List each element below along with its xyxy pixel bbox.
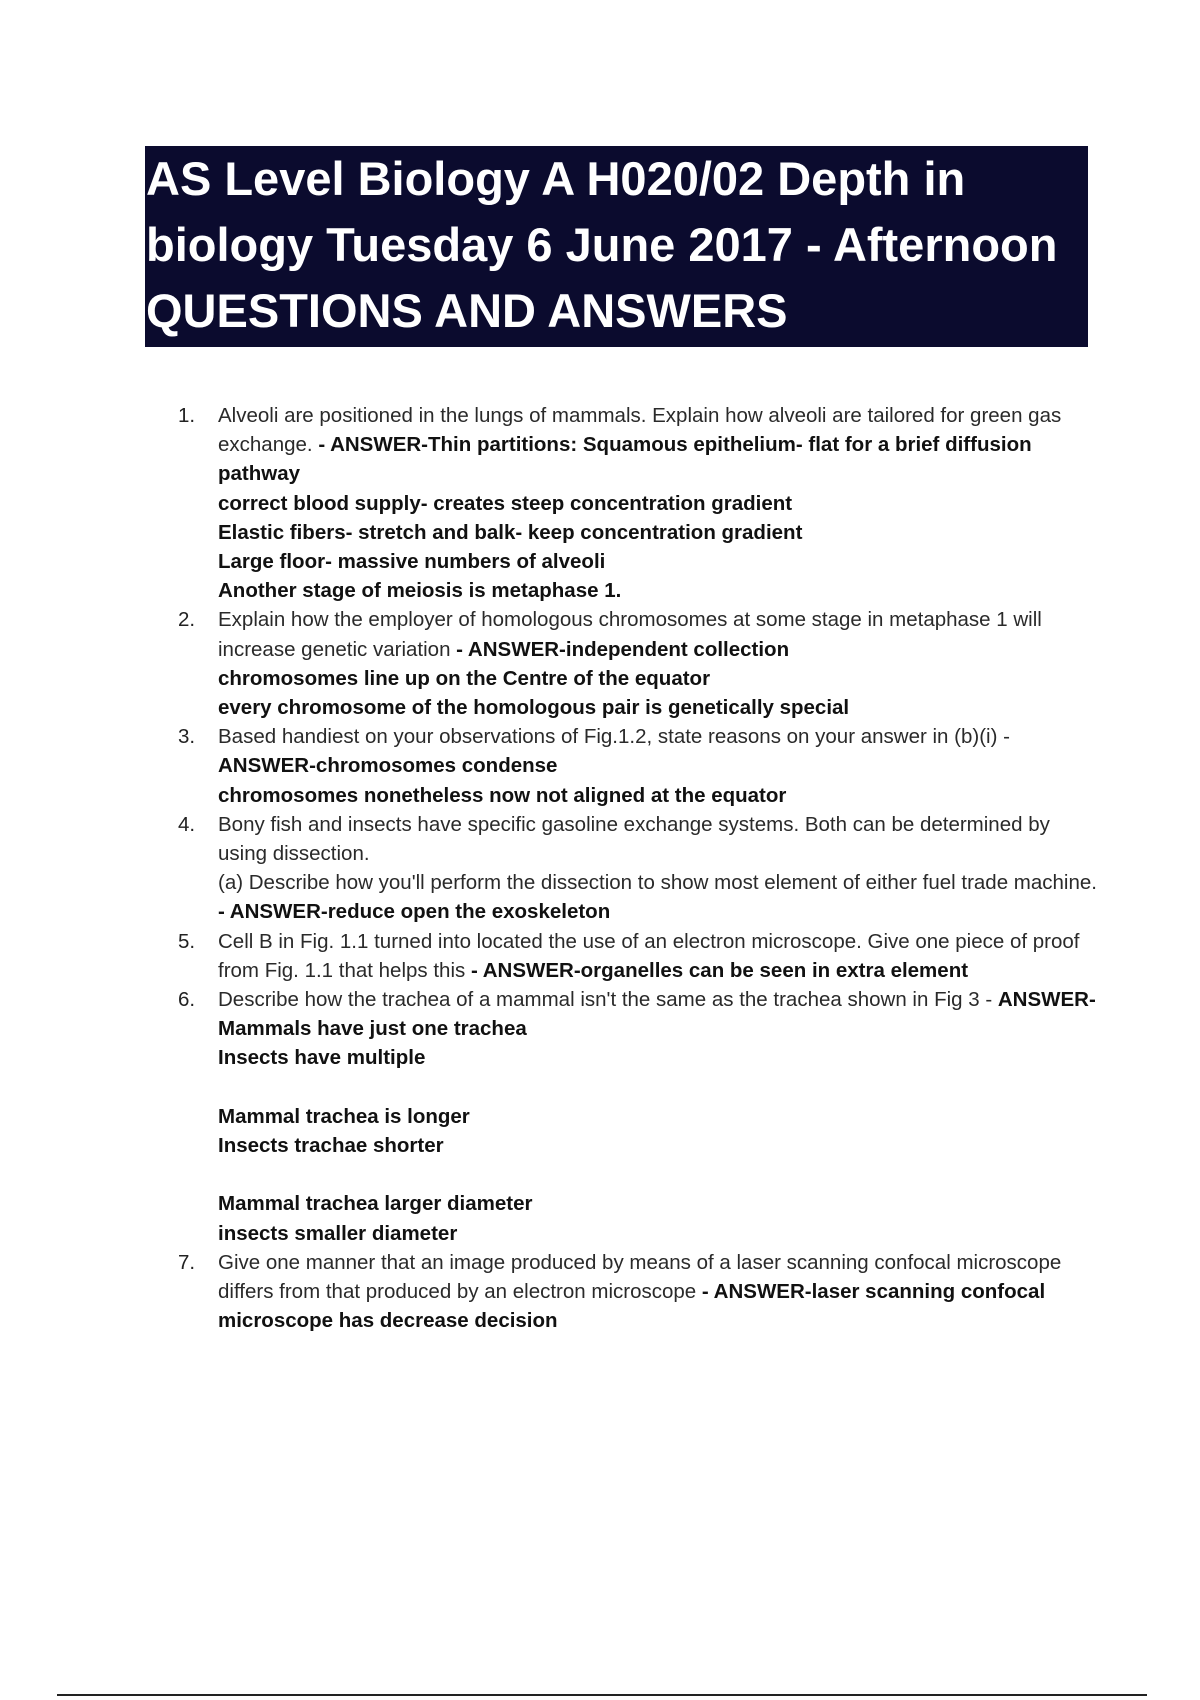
question-number: 2. bbox=[178, 608, 196, 632]
question-subpart-text: (a) Describe how you'll perform the dissection to show most element of either fuel trade machine. bbox=[218, 871, 1097, 895]
question-number: 1. bbox=[178, 404, 196, 427]
question-text: Bony fish and insects have specific gasoline exchange systems. Both can be determined by using dissection. bbox=[218, 812, 1050, 866]
question-body bbox=[218, 927, 1098, 985]
questions-list bbox=[178, 401, 1098, 1335]
question-item-3 bbox=[178, 722, 1098, 810]
answer-text: - ANSWER-Thin partitions: Squamous epithelium- flat for a brief diffusion pathway bbox=[218, 433, 1032, 486]
question-text: Explain how the employer of homologous chromosomes at some stage in metaphase 1 will increase genetic variation bbox=[218, 608, 1042, 661]
answer-line: Another stage of meiosis is metaphase 1. bbox=[218, 579, 622, 603]
question-number: 4. bbox=[178, 812, 196, 836]
answer-line: Insects trachae shorter bbox=[218, 1134, 444, 1158]
question-item-2 bbox=[178, 605, 1098, 722]
question-text: Cell B in Fig. 1.1 turned into located the use of an electron microscope. Give one piece of proof from Fig. 1.1 that helps this bbox=[218, 929, 1080, 982]
document-title-banner bbox=[145, 146, 1088, 347]
answer-line: every chromosome of the homologous pair is genetically special bbox=[218, 696, 850, 720]
question-text: Give one manner that an image produced by means of a laser scanning confocal microscope differs from that produced by an electron microscope bbox=[218, 1250, 1062, 1304]
document-title: AS Level Biology A H020/02 Depth in biology Tuesday 6 June 2017 - Afternoon QUESTIONS AND ANSWERS bbox=[146, 152, 1058, 337]
question-text: Based handiest on your observations of Fig.1.2, state reasons on your answer in (b)(i) - bbox=[218, 725, 1010, 749]
question-item-4 bbox=[178, 810, 1098, 927]
answer-line: Large floor- massive numbers of alveoli bbox=[218, 550, 606, 574]
question-number: 6. bbox=[178, 988, 196, 1012]
answer-line: Mammal trachea is longer bbox=[218, 1104, 470, 1128]
answer-text: - ANSWER-organelles can be seen in extra element bbox=[470, 958, 969, 982]
question-body bbox=[218, 605, 1098, 722]
answer-line: Insects have multiple bbox=[218, 1046, 426, 1070]
footer-divider bbox=[57, 1694, 1147, 1696]
question-item-6 bbox=[178, 985, 1098, 1248]
question-item-7 bbox=[178, 1248, 1098, 1336]
question-body bbox=[218, 401, 1098, 605]
answer-line: Elastic fibers- stretch and balk- keep concentration gradient bbox=[218, 520, 803, 544]
question-body bbox=[218, 1248, 1098, 1336]
answer-text: - ANSWER-reduce open the exoskeleton bbox=[218, 900, 611, 924]
answer-line: chromosomes line up on the Centre of the equator bbox=[218, 666, 711, 690]
question-item-5 bbox=[178, 927, 1098, 985]
question-body bbox=[218, 985, 1098, 1248]
answer-line: insects smaller diameter bbox=[218, 1221, 458, 1245]
answer-text: ANSWER-Mammals have just one trachea bbox=[218, 988, 1096, 1041]
blank-line bbox=[218, 1160, 1098, 1189]
question-number: 3. bbox=[178, 725, 196, 749]
question-number: 5. bbox=[178, 929, 196, 953]
question-body bbox=[218, 810, 1098, 927]
answer-text: - ANSWER-laser scanning confocal microscope has decrease decision bbox=[218, 1280, 1046, 1333]
answer-text: ANSWER-chromosomes condense bbox=[218, 754, 558, 778]
answer-line: correct blood supply- creates steep concentration gradient bbox=[218, 491, 793, 515]
question-number: 7. bbox=[178, 1250, 196, 1274]
answer-text: - ANSWER-independent collection bbox=[456, 637, 790, 661]
question-text: Describe how the trachea of a mammal isn't the same as the trachea shown in Fig 3 - bbox=[218, 988, 998, 1012]
answer-line: Mammal trachea larger diameter bbox=[218, 1192, 533, 1216]
answer-line: chromosomes nonetheless now not aligned at the equator bbox=[218, 783, 787, 807]
question-text: Alveoli are positioned in the lungs of mammals. Explain how alveoli are tailored for green gas exchange. bbox=[218, 404, 1062, 457]
question-body bbox=[218, 722, 1098, 810]
question-item-1 bbox=[178, 401, 1098, 605]
blank-line bbox=[218, 1073, 1098, 1102]
